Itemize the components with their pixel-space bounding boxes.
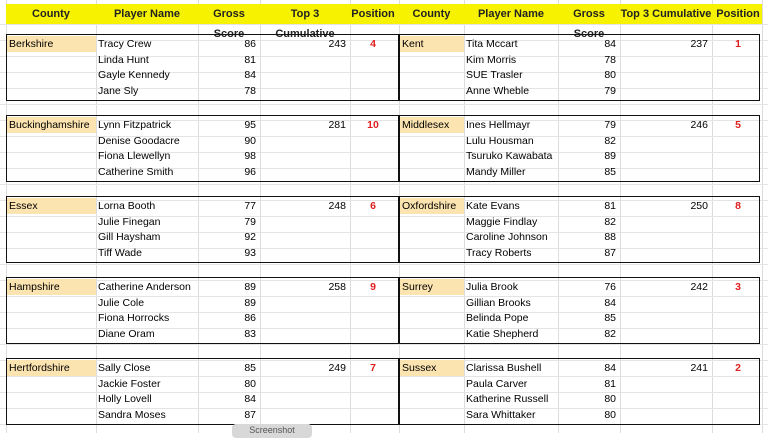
gross-score[interactable]: 79	[604, 85, 616, 98]
position[interactable]: 2	[735, 362, 741, 374]
position[interactable]: 5	[735, 119, 741, 131]
position[interactable]: 9	[370, 281, 376, 293]
gross-score[interactable]: 84	[604, 362, 616, 374]
column-header[interactable]: Player Name	[477, 8, 545, 20]
top3-cumulative[interactable]: 281	[328, 119, 346, 131]
player-name[interactable]: Linda Hunt	[98, 53, 149, 66]
top3-cumulative[interactable]: 237	[690, 38, 708, 50]
top3-cumulative[interactable]: 243	[328, 38, 346, 50]
position[interactable]: 7	[370, 362, 376, 374]
top3-cumulative[interactable]: 246	[690, 119, 708, 131]
grid-row-line	[0, 104, 768, 105]
gross-score[interactable]: 93	[244, 247, 256, 260]
player-name[interactable]: Fiona Horrocks	[98, 312, 170, 325]
county-name[interactable]: Berkshire	[7, 36, 96, 52]
position[interactable]: 4	[370, 38, 376, 50]
top3-cumulative[interactable]: 250	[690, 200, 708, 212]
player-name[interactable]: Caroline Johnson	[466, 231, 548, 244]
player-name[interactable]: Katherine Russell	[466, 393, 549, 406]
gross-score[interactable]: 87	[244, 409, 256, 422]
player-name[interactable]: Ines Hellmayr	[466, 119, 531, 131]
player-name[interactable]: Jackie Foster	[98, 377, 161, 390]
county-name[interactable]: Buckinghamshire	[7, 117, 96, 133]
player-name[interactable]: Julie Cole	[98, 296, 145, 309]
player-name[interactable]: Mandy Miller	[466, 166, 526, 179]
player-name[interactable]: SUE Trasler	[466, 69, 523, 82]
top3-cumulative[interactable]: 258	[328, 281, 346, 293]
gross-score[interactable]: 86	[244, 312, 256, 325]
top3-cumulative[interactable]: 248	[328, 200, 346, 212]
player-name[interactable]: Denise Goodacre	[98, 134, 180, 147]
column-header[interactable]: Top 3 Cumulative	[275, 8, 335, 40]
player-name[interactable]: Julia Brook	[466, 281, 518, 293]
gross-score[interactable]: 98	[244, 150, 256, 163]
player-name[interactable]: Gill Haysham	[98, 231, 161, 244]
gross-score[interactable]: 89	[244, 281, 256, 293]
player-name[interactable]: Tsuruko Kawabata	[466, 150, 553, 163]
column-header[interactable]: County	[32, 8, 70, 20]
player-name[interactable]: Jane Sly	[98, 85, 139, 98]
player-name[interactable]: Fiona Llewellyn	[98, 150, 171, 163]
gross-score[interactable]: 84	[604, 38, 616, 50]
position[interactable]: 1	[735, 38, 741, 50]
position[interactable]: 3	[735, 281, 741, 293]
county-name[interactable]: Hertfordshire	[7, 360, 96, 376]
player-name[interactable]: Belinda Pope	[466, 312, 529, 325]
gross-score[interactable]: 80	[604, 393, 616, 406]
top3-cumulative[interactable]: 242	[690, 281, 708, 293]
gross-score[interactable]: 85	[604, 166, 616, 179]
player-name[interactable]: Tita Mccart	[466, 38, 518, 50]
column-header[interactable]: Position	[716, 8, 760, 20]
gross-score[interactable]: 80	[604, 409, 616, 422]
gross-score[interactable]: 78	[604, 53, 616, 66]
top3-cumulative[interactable]: 241	[690, 362, 708, 374]
top3-cumulative[interactable]: 249	[328, 362, 346, 374]
grid-row-line	[0, 344, 768, 345]
player-name[interactable]: Maggie Findlay	[466, 215, 538, 228]
county-name[interactable]: Oxfordshire	[400, 198, 464, 214]
gross-score[interactable]: 83	[244, 328, 256, 341]
screenshot-label: Screenshot	[232, 424, 312, 438]
county-name[interactable]: Hampshire	[7, 279, 96, 295]
county-name[interactable]: Kent	[400, 36, 464, 52]
gross-score[interactable]: 78	[244, 85, 256, 98]
player-name[interactable]: Sandra Moses	[98, 409, 166, 422]
player-name[interactable]: Tracy Roberts	[466, 247, 532, 260]
gross-score[interactable]: 88	[604, 231, 616, 244]
gross-score[interactable]: 82	[604, 328, 616, 341]
gross-score[interactable]: 87	[604, 247, 616, 260]
gross-score[interactable]: 90	[244, 134, 256, 147]
gross-score[interactable]: 82	[604, 215, 616, 228]
gross-score[interactable]: 77	[244, 200, 256, 212]
gross-score[interactable]: 82	[604, 134, 616, 147]
grid-row-line	[0, 24, 768, 25]
column-header[interactable]: Top 3 Cumulative	[620, 8, 712, 20]
gross-score[interactable]: 84	[604, 296, 616, 309]
player-name[interactable]: Tracy Crew	[98, 38, 152, 50]
player-name[interactable]: Diane Oram	[98, 328, 155, 341]
column-header[interactable]: County	[412, 8, 451, 20]
gross-score[interactable]: 96	[244, 166, 256, 179]
player-name[interactable]: Julie Finegan	[98, 215, 161, 228]
player-name[interactable]: Lorna Booth	[98, 200, 156, 212]
gross-score[interactable]: 85	[604, 312, 616, 325]
column-header[interactable]: Gross Score	[213, 8, 245, 40]
player-name[interactable]: Tiff Wade	[98, 247, 142, 260]
player-name[interactable]: Gayle Kennedy	[98, 69, 170, 82]
gross-score[interactable]: 81	[244, 53, 256, 66]
grid-row-line	[0, 264, 768, 265]
gross-score[interactable]: 81	[604, 377, 616, 390]
player-name[interactable]: Sally Close	[98, 362, 151, 374]
player-name[interactable]: Clarissa Bushell	[466, 362, 542, 374]
grid-row-line	[0, 184, 768, 185]
county-name[interactable]: Essex	[7, 198, 96, 214]
county-name[interactable]: Sussex	[400, 360, 464, 376]
player-name[interactable]: Sara Whittaker	[466, 409, 536, 422]
position[interactable]: 10	[367, 119, 379, 131]
column-header[interactable]: Gross Score	[573, 8, 605, 40]
player-name[interactable]: Lulu Housman	[466, 134, 534, 147]
player-name[interactable]: Catherine Anderson	[98, 281, 191, 293]
player-name[interactable]: Anne Wheble	[466, 85, 530, 98]
gross-score[interactable]: 84	[244, 69, 256, 82]
column-header[interactable]: Position	[351, 8, 395, 20]
gross-score[interactable]: 89	[604, 150, 616, 163]
player-name[interactable]: Kate Evans	[466, 200, 520, 212]
player-name[interactable]: Kim Morris	[466, 53, 517, 66]
gross-score[interactable]: 84	[244, 393, 256, 406]
gross-score[interactable]: 89	[244, 296, 256, 309]
gross-score[interactable]: 79	[244, 215, 256, 228]
gross-score[interactable]: 85	[244, 362, 256, 374]
player-name[interactable]: Paula Carver	[466, 377, 528, 390]
position[interactable]: 8	[735, 200, 741, 212]
gross-score[interactable]: 95	[244, 119, 256, 131]
gross-score[interactable]: 81	[604, 200, 616, 212]
player-name[interactable]: Lynn Fitzpatrick	[98, 119, 172, 131]
gross-score[interactable]: 76	[604, 281, 616, 293]
gross-score[interactable]: 80	[244, 377, 256, 390]
player-name[interactable]: Catherine Smith	[98, 166, 174, 179]
position[interactable]: 6	[370, 200, 376, 212]
column-header[interactable]: Player Name	[113, 8, 181, 20]
county-name[interactable]: Surrey	[400, 279, 464, 295]
player-name[interactable]: Holly Lovell	[98, 393, 152, 406]
gross-score[interactable]: 92	[244, 231, 256, 244]
county-name[interactable]: Middlesex	[400, 117, 464, 133]
gross-score[interactable]: 79	[604, 119, 616, 131]
player-name[interactable]: Katie Shepherd	[466, 328, 539, 341]
gross-score[interactable]: 86	[244, 38, 256, 50]
player-name[interactable]: Gillian Brooks	[466, 296, 531, 309]
gross-score[interactable]: 80	[604, 69, 616, 82]
